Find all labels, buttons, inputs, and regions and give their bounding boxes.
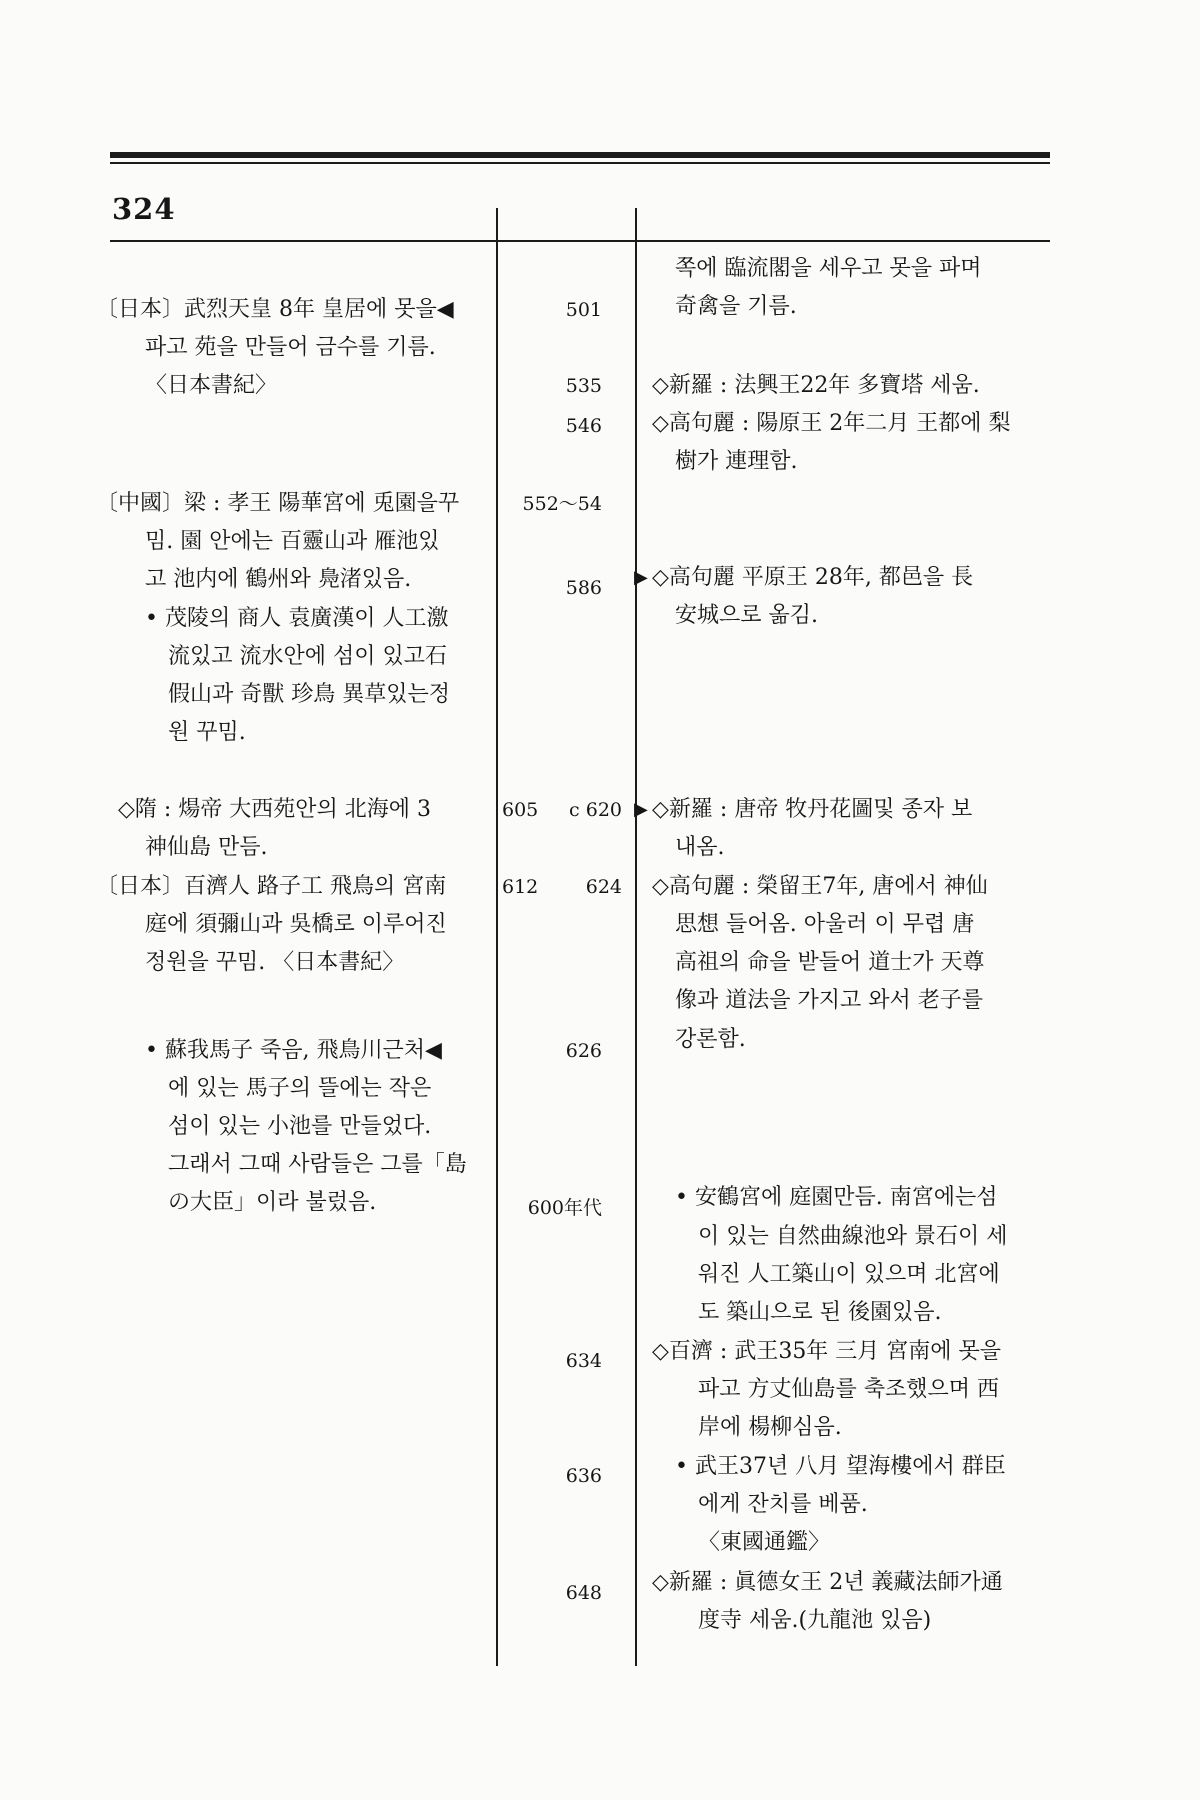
right-entry-goguryeo-546-line2: 樹가 連理함. bbox=[675, 449, 798, 474]
right-entry-baekje-636-line3: 〈東國通鑑〉 bbox=[698, 1530, 831, 1555]
year-612: 612 bbox=[502, 876, 539, 898]
left-entry-japan-612-line2: 庭에 須彌山과 吳橋로 이루어진 bbox=[145, 912, 447, 937]
year-586: 586 bbox=[565, 577, 602, 599]
page-number: 324 bbox=[112, 192, 176, 226]
year-624: 624 bbox=[585, 876, 622, 898]
left-entry-china-552-line5: 流있고 流水안에 섬이 있고石 bbox=[168, 644, 447, 669]
year-546: 546 bbox=[565, 415, 602, 437]
left-entry-soga-626-line1: • 蘇我馬子 죽음, 飛鳥川근처◀ bbox=[145, 1038, 442, 1063]
right-entry-silla-648-line1: ◇新羅 : 眞德女王 2년 義藏法師가通 bbox=[652, 1570, 1003, 1595]
left-entry-sui-605-line2: 神仙島 만듬. bbox=[145, 835, 268, 860]
left-entry-china-552-line6: 假山과 奇獸 珍鳥 異草있는정 bbox=[168, 682, 450, 707]
left-entry-china-552-line4: • 茂陵의 商人 袁廣漢이 人工激 bbox=[145, 606, 449, 631]
left-entry-sui-605-line1: ◇隋 : 煬帝 大西苑안의 北海에 3 bbox=[118, 797, 432, 822]
column-divider-right bbox=[635, 208, 637, 1666]
top-rule-thin bbox=[110, 162, 1050, 164]
year-636: 636 bbox=[565, 1465, 602, 1487]
right-entry-silla-648-line2: 度寺 세움.(九龍池 있음) bbox=[698, 1608, 932, 1633]
right-entry-goguryeo-586-arrow-icon: ▶ bbox=[634, 567, 648, 588]
right-entry-anhak-line1: • 安鶴宮에 庭園만듬. 南宮에는섬 bbox=[675, 1185, 998, 1210]
left-entry-soga-626-line2: 에 있는 馬子의 뜰에는 작은 bbox=[168, 1076, 432, 1101]
right-entry-anhak-line2: 이 있는 自然曲線池와 景石이 세 bbox=[698, 1224, 1008, 1249]
header-rule bbox=[110, 240, 1050, 242]
left-entry-japan-501-line1: 〔日本〕武烈天皇 8年 皇居에 못을◀ bbox=[96, 297, 454, 322]
left-entry-soga-626-line5: の大臣」이라 불렀음. bbox=[168, 1190, 377, 1215]
year-c620: c 620 bbox=[569, 799, 622, 821]
right-entry-anhak-line3: 워진 人工築山이 있으며 北宮에 bbox=[698, 1262, 1000, 1287]
left-entry-japan-612-line1: 〔日本〕百濟人 路子工 飛鳥의 宮南 bbox=[96, 874, 447, 899]
right-entry-goguryeo-624-line4: 像과 道法을 가지고 와서 老子를 bbox=[675, 988, 983, 1013]
right-continuation-line1: 쪽에 臨流閣을 세우고 못을 파며 bbox=[675, 256, 982, 281]
right-entry-silla-620-line1: ◇新羅 : 唐帝 牧丹花圖및 종자 보 bbox=[652, 797, 973, 822]
left-entry-soga-626-line4: 그래서 그때 사람들은 그를「島 bbox=[168, 1152, 467, 1177]
right-entry-baekje-634-line2: 파고 方丈仙島를 축조했으며 西 bbox=[698, 1377, 999, 1402]
right-entry-silla-620-line2: 내옴. bbox=[675, 835, 725, 860]
left-entry-japan-612-line3: 정원을 꾸밈. 〈日本書紀〉 bbox=[145, 950, 405, 975]
year-600s: 600年代 bbox=[527, 1197, 602, 1219]
year-605: 605 bbox=[502, 799, 539, 821]
right-entry-goguryeo-624-line2: 思想 들어옴. 아울러 이 무렵 唐 bbox=[675, 912, 975, 937]
right-entry-goguryeo-546-line1: ◇高句麗 : 陽原王 2年二月 王都에 梨 bbox=[652, 411, 1011, 436]
right-entry-goguryeo-624-line3: 高祖의 命을 받들어 道士가 天尊 bbox=[675, 950, 985, 975]
right-entry-silla-620-arrow-icon: ▶ bbox=[634, 799, 648, 820]
left-entry-japan-501-line3: 〈日本書紀〉 bbox=[145, 373, 278, 398]
left-entry-soga-626-line3: 섬이 있는 小池를 만들었다. bbox=[168, 1114, 432, 1139]
right-entry-goguryeo-624-line1: ◇高句麗 : 榮留王7年, 唐에서 神仙 bbox=[652, 874, 988, 899]
right-entry-baekje-636-line1: • 武王37년 八月 望海樓에서 群臣 bbox=[675, 1454, 1006, 1479]
right-entry-baekje-634-line3: 岸에 楊柳심음. bbox=[698, 1415, 842, 1440]
right-entry-silla-535: ◇新羅 : 法興王22年 多寶塔 세움. bbox=[652, 373, 980, 398]
year-626: 626 bbox=[565, 1040, 602, 1062]
left-entry-china-552-line3: 고 池内에 鶴州와 鳧渚있음. bbox=[145, 567, 412, 592]
year-648: 648 bbox=[565, 1582, 602, 1604]
left-entry-china-552-line7: 원 꾸밈. bbox=[168, 720, 246, 745]
year-634: 634 bbox=[565, 1350, 602, 1372]
right-entry-goguryeo-586-line1: ◇高句麗 平原王 28年, 都邑을 長 bbox=[652, 565, 974, 590]
left-entry-china-552-line1: 〔中國〕梁 : 孝王 陽華宮에 兎園을꾸 bbox=[96, 491, 460, 516]
top-rule-thick bbox=[110, 152, 1050, 158]
right-continuation-line2: 奇禽을 기름. bbox=[675, 294, 797, 319]
year-552-554: 552～54 bbox=[522, 493, 602, 515]
right-entry-baekje-634-line1: ◇百濟 : 武王35年 三月 宮南에 못을 bbox=[652, 1339, 1002, 1364]
left-entry-china-552-line2: 밈. 園 안에는 百靈山과 雁池있 bbox=[145, 529, 440, 554]
year-501: 501 bbox=[565, 299, 602, 321]
right-entry-anhak-line4: 도 築山으로 된 後園있음. bbox=[698, 1300, 942, 1325]
right-entry-goguryeo-624-line5: 강론함. bbox=[675, 1027, 746, 1052]
left-entry-japan-501-line2: 파고 苑을 만들어 금수를 기름. bbox=[145, 335, 436, 360]
right-entry-goguryeo-586-line2: 安城으로 옮김. bbox=[675, 603, 818, 628]
right-entry-baekje-636-line2: 에게 잔치를 베품. bbox=[698, 1492, 868, 1517]
year-535: 535 bbox=[565, 375, 602, 397]
